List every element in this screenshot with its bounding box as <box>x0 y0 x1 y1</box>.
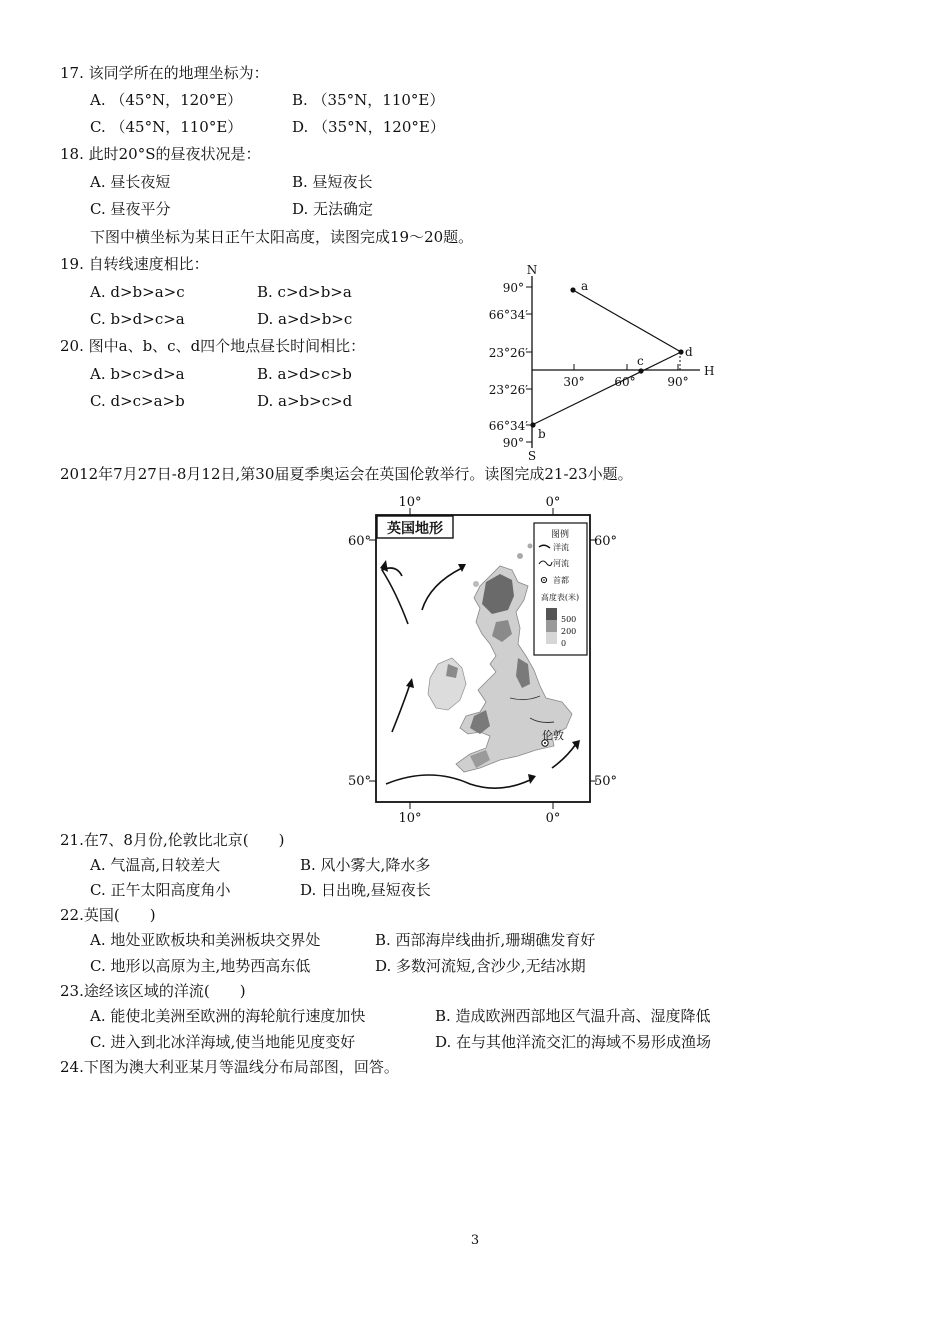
q20-option-d: D. a>b>c>d <box>257 392 353 410</box>
q22-option-a: A. 地处亚欧板块和美洲板块交界处 <box>90 931 321 949</box>
q20-option-b: B. a>d>c>b <box>257 365 352 383</box>
label-90n: 90° <box>502 281 524 295</box>
label-bottom-10: 10° <box>398 811 422 826</box>
label-right-50: 50° <box>594 774 618 789</box>
label-left-50: 50° <box>348 774 372 789</box>
legend-river: 河流 <box>553 559 569 568</box>
q21-option-c: C. 正午太阳高度角小 <box>90 881 231 899</box>
q22-option-c: C. 地形以高原为主,地势西高东低 <box>90 957 311 975</box>
label-left-60: 60° <box>348 534 372 549</box>
label-h: H <box>704 364 715 378</box>
label-6634s: 66°34′ <box>488 419 528 433</box>
q19-option-a: A. d>b>a>c <box>90 283 185 301</box>
q23-option-a: A. 能使北美洲至欧洲的海轮航行速度加快 <box>90 1007 366 1025</box>
legend-current: 洋流 <box>553 543 569 552</box>
q23-stem: 23.途经该区域的洋流( ) <box>60 982 246 1000</box>
q20-option-c: C. d>c>a>b <box>90 392 185 410</box>
q17-option-b: B. （35°N，110°E） <box>292 91 445 109</box>
label-x90: 90° <box>667 375 689 389</box>
q22-stem: 22.英国( ) <box>60 906 156 924</box>
q20-stem: 20. 图中a、b、c、d四个地点昼长时间相比： <box>60 337 366 355</box>
q21-option-d: D. 日出晚,昼短夜长 <box>300 881 431 899</box>
label-c: c <box>637 354 644 368</box>
q18-option-c: C. 昼夜平分 <box>90 200 171 218</box>
capital-label: 伦敦 <box>542 729 564 742</box>
point-c <box>638 368 643 373</box>
label-2326s: 23°26′ <box>488 383 528 397</box>
q18-stem: 18. 此时20°S的昼夜状况是： <box>60 145 261 163</box>
label-b: b <box>538 427 546 441</box>
intro-21-23: 2012年7月27日-8月12日,第30届夏季奥运会在英国伦敦举行。读图完成21-23小题。 <box>60 465 633 483</box>
q23-option-c: C. 进入到北冰洋海域,使当地能见度变好 <box>90 1033 356 1051</box>
page-number: 3 <box>470 1233 480 1248</box>
q24-stem: 24.下图为澳大利亚某月等温线分布局部图，回答。 <box>60 1058 399 1076</box>
q21-option-b: B. 风小雾大,降水多 <box>300 856 431 874</box>
point-d <box>678 349 683 354</box>
legend-elev-200: 200 <box>561 627 577 636</box>
q21-stem: 21.在7、8月份,伦敦比北京( ) <box>60 831 285 849</box>
label-x60: 60° <box>614 375 636 389</box>
q19-option-b: B. c>d>b>a <box>257 283 352 301</box>
q19-option-d: D. a>d>b>c <box>257 310 353 328</box>
intro-19-20: 下图中横坐标为某日正午太阳高度，读图完成19～20题。 <box>90 228 474 246</box>
q19-option-c: C. b>d>c>a <box>90 310 185 328</box>
label-bottom-0: 0° <box>545 811 561 826</box>
sun-altitude-figure <box>488 262 724 462</box>
q21-option-a: A. 气温高,日较差大 <box>90 856 221 874</box>
label-right-60: 60° <box>594 534 618 549</box>
q17-option-a: A. （45°N，120°E） <box>90 91 243 109</box>
label-top-0: 0° <box>545 495 561 510</box>
map-title: 英国地形 <box>387 521 443 537</box>
point-b <box>530 422 535 427</box>
label-a: a <box>581 279 589 293</box>
legend-elev-0: 0 <box>561 639 567 648</box>
q19-stem: 19. 自转线速度相比： <box>60 255 209 273</box>
q18-option-a: A. 昼长夜短 <box>90 173 171 191</box>
label-n: N <box>526 263 538 277</box>
q20-option-a: A. b>c>d>a <box>90 365 185 383</box>
label-top-10: 10° <box>398 495 422 510</box>
q22-option-d: D. 多数河流短,含沙少,无结冰期 <box>375 957 586 975</box>
label-6634n: 66°34′ <box>488 308 528 322</box>
label-x30: 30° <box>563 375 585 389</box>
label-s: S <box>527 449 537 462</box>
label-90s: 90° <box>502 436 524 450</box>
label-2326n: 23°26′ <box>488 346 528 360</box>
q18-option-d: D. 无法确定 <box>292 200 374 218</box>
q22-option-b: B. 西部海岸线曲折,珊瑚礁发育好 <box>375 931 596 949</box>
q17-option-d: D. （35°N，120°E） <box>292 118 445 136</box>
point-a <box>570 287 575 292</box>
legend-capital: 首都 <box>553 576 569 585</box>
q18-option-b: B. 昼短夜长 <box>292 173 373 191</box>
q23-option-b: B. 造成欧洲西部地区气温升高、湿度降低 <box>435 1007 711 1025</box>
q17-stem: 17. 该同学所在的地理坐标为： <box>60 64 269 82</box>
legend-title: 图例 <box>550 530 570 540</box>
legend-elev-title: 高度表(米) <box>540 593 580 602</box>
q17-option-c: C. （45°N，110°E） <box>90 118 243 136</box>
q23-option-d: D. 在与其他洋流交汇的海域不易形成渔场 <box>435 1033 712 1051</box>
legend-elev-500: 500 <box>561 615 577 624</box>
uk-terrain-map <box>340 488 630 828</box>
map-legend <box>534 523 587 655</box>
label-d: d <box>685 345 693 359</box>
